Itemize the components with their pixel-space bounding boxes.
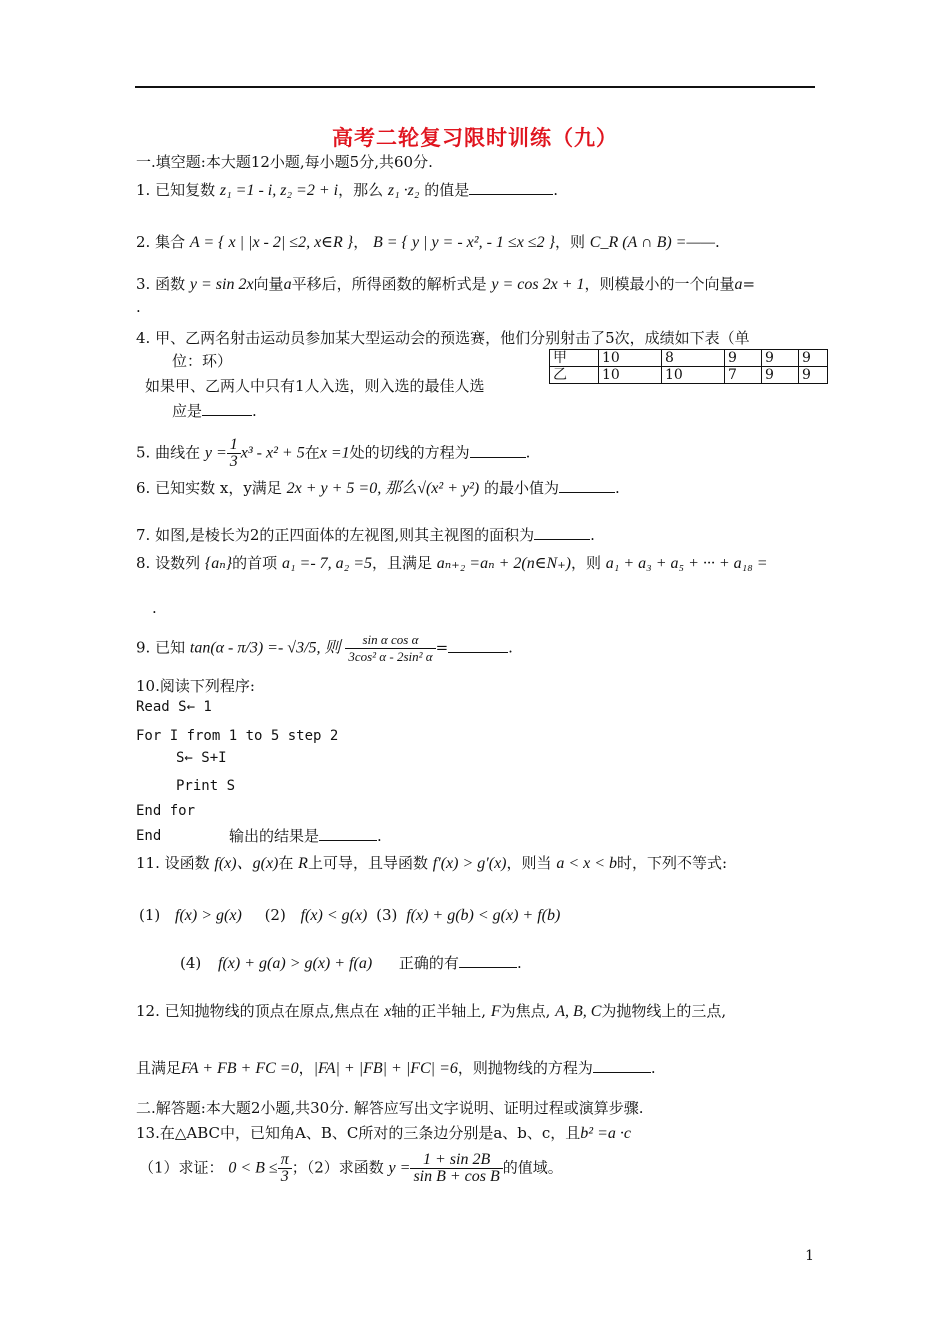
code-line: For I from 1 to 5 step 2 (136, 728, 339, 744)
q3-post: ，则模最小的一个向量 (584, 275, 735, 293)
q12-abc: A, B, C (555, 1003, 602, 1020)
q4-line4: 应是 . (172, 402, 257, 420)
q7-text: 7. 如图,是棱长为2的正四面体的左视图,则其主视图的面积为 (136, 526, 535, 544)
answer-blank[interactable] (593, 1058, 651, 1073)
q12-F: F (490, 1003, 501, 1020)
question-2: 2. 集合 A = { x | |x - 2| ≤2, x∈R }， B = { y | y = - x², - 1 ≤x ≤2 }，则 C_R (A ∩ B) =——. (136, 233, 720, 251)
q3-vector-2: a (734, 276, 743, 293)
q12-expr: FA + FB + FC =0 (181, 1060, 299, 1077)
q10-output: 输出的结果是 . (229, 827, 382, 845)
q11-expr3: a < x < b (556, 855, 618, 872)
question-13 (136, 1123, 631, 1144)
q11-mid3: ，则当 (506, 854, 552, 872)
q9-eq: = (435, 638, 449, 657)
table-cell: 甲 (550, 350, 599, 367)
answer-blank[interactable] (559, 478, 615, 493)
question-1: 1. 已知复数 z₁ =1 - i, z₂ =2 + i，那么 z₁ ·z₂ 的值是 . (136, 181, 559, 199)
q13-part1: （1）求证： (139, 1158, 224, 1177)
q1-post: 的值是 (424, 181, 470, 199)
option-expr: f(x) + g(b) < g(x) + f(b) (406, 907, 561, 924)
q3-mid2: 平移后，所得函数的解析式是 (291, 275, 487, 293)
code-line: S← S+I (176, 750, 227, 766)
page-number: 1 (805, 1248, 814, 1264)
q8-expr4: a₁ + a₃ + a₅ + ··· + a₁₈ = (605, 555, 768, 572)
table-cell: 7 (725, 367, 762, 384)
q13-denominator1: 3 (280, 1168, 289, 1185)
q1-mid: ，那么 (338, 181, 384, 199)
q4-line3: 如果甲、乙两人中只有1人入选，则入选的最佳人选 (145, 377, 485, 395)
q2-mid: ，则 (554, 233, 585, 251)
q9-numerator: sin α cos α (345, 632, 435, 649)
q11-post: 正确的有 (398, 954, 459, 972)
q13-post: 的值域。 (502, 1158, 563, 1177)
q12-post2: ，则抛物线的方程为 (457, 1059, 593, 1077)
q3-vector: a (283, 276, 292, 293)
q12-mid: 轴的正半轴上, (391, 1002, 487, 1020)
q11-options-row1 (139, 905, 560, 926)
q9-text: 9. 已知 (136, 638, 186, 657)
q1-expr: z₁ =1 - i, z₂ =2 + i (219, 182, 339, 199)
question-11 (136, 853, 727, 874)
answer-blank[interactable] (469, 180, 553, 195)
page-title: 高考二轮复习限时训练（九） (332, 125, 618, 150)
q8-mid2: ，且满足 (372, 554, 433, 572)
q11-post: 时，下列不等式: (617, 854, 728, 872)
q5-expr2: x =1 (319, 444, 350, 462)
q5-fraction (227, 437, 241, 470)
code-line: Read S← 1 (136, 699, 212, 715)
question-8 (136, 553, 768, 574)
answer-blank[interactable] (202, 401, 252, 416)
option-label: (1) (139, 906, 161, 924)
option-expr: f(x) < g(x) (300, 907, 368, 924)
q12-post: 为抛物线上的三点, (601, 1002, 727, 1020)
q8-mid3: ，则 (570, 554, 601, 572)
q5-numerator: 1 (227, 437, 241, 454)
question-12 (136, 1001, 726, 1022)
q3-text: 3. 函数 (136, 275, 186, 293)
q2-expr: A = { x | |x - 2| ≤2, x∈R } (189, 234, 354, 251)
question-13-parts (139, 1152, 563, 1185)
q8-text: 8. 设数列 (136, 554, 201, 572)
q13-text: 13.在△ABC中，已知角A、B、C所对的三条边分别是a、b、c，且 (136, 1124, 581, 1142)
q13-expr2: y = (388, 1159, 411, 1177)
table-cell: 10 (599, 367, 662, 384)
table-row (550, 367, 828, 384)
q5-mid: 在 (304, 443, 320, 462)
q6-post: 的最小值为 (484, 479, 560, 497)
answer-blank[interactable] (470, 443, 526, 458)
q11-R: R (298, 855, 308, 872)
question-3 (136, 274, 755, 295)
q6-expr: 2x + y + 5 =0, 那么√(x² + y²) (286, 480, 480, 497)
q8-mid: 的首项 (232, 554, 278, 572)
answer-blank[interactable] (534, 525, 590, 540)
table-cell: 10 (599, 350, 662, 367)
q11-text: 11. 设函数 (136, 854, 210, 872)
q5-post: 处的切线的方程为 (349, 443, 470, 462)
table-row (550, 350, 828, 367)
q1-text: 1. 已知复数 (136, 181, 216, 199)
option-label: (2) (264, 906, 286, 924)
question-6: 6. 已知实数 x，y满足 2x + y + 5 =0, 那么√(x² + y²) 的最小值为 . (136, 479, 620, 497)
section-2-heading: 二.解答题:本大题2小题,共30分. 解答应写出文字说明、证明过程或演算步骤. (136, 1099, 644, 1117)
option-label: (3) (376, 906, 398, 924)
table-cell: 9 (762, 367, 799, 384)
q11-options-row2: (4) f(x) + g(a) > g(x) + f(a) 正确的有 . (180, 954, 522, 972)
q2-expr2: B = { y | y = - x², - 1 ≤x ≤2 } (372, 234, 555, 251)
q3-expr: y = sin 2x (189, 276, 254, 293)
q13-part2: ；（2）求函数 (291, 1158, 384, 1177)
table-cell: 10 (662, 367, 725, 384)
q12-x: x (384, 1003, 392, 1020)
table-cell: 9 (799, 367, 828, 384)
q8-expr2: a₁ =- 7, a₂ =5 (281, 555, 372, 572)
table-cell: 8 (662, 350, 725, 367)
option-expr: f(x) > g(x) (175, 907, 242, 924)
score-table (549, 349, 828, 384)
q11-mid2: 上可导，且导函数 (307, 854, 428, 872)
q11-mid: 在 (278, 854, 294, 872)
q13-fraction2 (410, 1152, 502, 1185)
q1-expr2: z₁ ·z₂ (387, 182, 420, 199)
q11-expr2: f′(x) > g′(x) (432, 855, 507, 872)
q13-numerator1: π (278, 1152, 292, 1169)
q13-expr: b² =a ·c (580, 1125, 631, 1142)
q11-expr: f(x)、g(x) (214, 855, 279, 872)
section-1-heading: 一.填空题:本大题12小题,每小题5分,共60分. (136, 153, 433, 171)
code-line: End for (136, 803, 196, 819)
q6-text: 6. 已知实数 (136, 479, 216, 497)
q12-mid2: 为焦点, (500, 1002, 551, 1020)
question-7: 7. 如图,是棱长为2的正四面体的左视图,则其主视图的面积为 . (136, 526, 595, 544)
question-12-line2: 且满足FA + FB + FC =0，|FA| + |FB| + |FC| =6，则抛物线的方程为 . (136, 1059, 656, 1077)
q13-numerator2: 1 + sin 2B (410, 1152, 502, 1169)
q2-expr3: C_R (A ∩ B) =—— (589, 234, 715, 251)
question-5: 5. 曲线在 y = $\frac{1}{3}$ x³ - x² + 5在x =1处的切线的方程为 . (136, 436, 531, 470)
q13-fraction1 (278, 1152, 292, 1185)
table-cell: 乙 (550, 367, 599, 384)
q8-dot: . (152, 599, 157, 617)
q12-text: 12. 已知抛物线的顶点在原点,焦点在 (136, 1002, 380, 1020)
q10-post: 输出的结果是 (229, 827, 320, 845)
q8-expr: {aₙ} (204, 555, 233, 572)
answer-blank[interactable] (319, 826, 377, 841)
q13-expr1: 0 < B ≤ (228, 1159, 278, 1177)
table-cell: 9 (799, 350, 828, 367)
q2-sep: ， (353, 233, 369, 251)
q4-line1: 4. 甲、乙两名射击运动员参加某大型运动会的预选赛，他们分别射击了5次，成绩如下表（单 (136, 329, 750, 347)
q3-mid: 向量 (253, 275, 284, 293)
q13-denominator2: sin B + cos B (413, 1168, 500, 1185)
q3-expr2: y = cos 2x + 1 (491, 276, 585, 293)
q9-expr: tan(α - π/3) =- √3/5, 则 (189, 639, 341, 657)
answer-blank[interactable] (459, 953, 517, 968)
table-cell: 9 (762, 350, 799, 367)
q9-fraction (345, 632, 435, 665)
table-cell: 9 (725, 350, 762, 367)
header-rule (135, 86, 815, 88)
option-label: (4) (180, 954, 202, 972)
q10-heading: 10.阅读下列程序: (136, 677, 255, 695)
q12-line2-text: 且满足 (136, 1059, 182, 1077)
q4-line2: 位：环） (172, 352, 233, 370)
q9-denominator: 3cos² α - 2sin² α (348, 649, 433, 664)
option-expr: f(x) + g(a) > g(x) + f(a) (218, 955, 373, 972)
q3-dot: . (136, 298, 141, 316)
q5-expr-a: y = (204, 444, 227, 462)
q5-denominator: 3 (229, 453, 238, 470)
code-line: Print S (176, 778, 236, 794)
q5-expr-b: x³ - x² + 5 (240, 444, 305, 462)
q6-vars: x，y满足 (219, 479, 282, 497)
code-line: End (136, 828, 162, 844)
q4-text: 应是 (172, 402, 203, 420)
q3-eq: = (742, 275, 756, 293)
answer-blank[interactable] (448, 638, 508, 653)
question-9: 9. 已知 tan(α - π/3) =- √3/5, 则 $\frac{\text{sin α cos α}}{\text{3cos² α - 2sin² α}}$ = . (136, 632, 513, 664)
q12-expr2: |FA| + |FB| + |FC| =6 (313, 1060, 458, 1077)
q5-text: 5. 曲线在 (136, 443, 201, 462)
q12-sep: ， (298, 1059, 314, 1077)
q8-expr3: aₙ₊₂ =aₙ + 2(n∈N₊) (436, 555, 571, 572)
q2-text: 2. 集合 (136, 233, 186, 251)
